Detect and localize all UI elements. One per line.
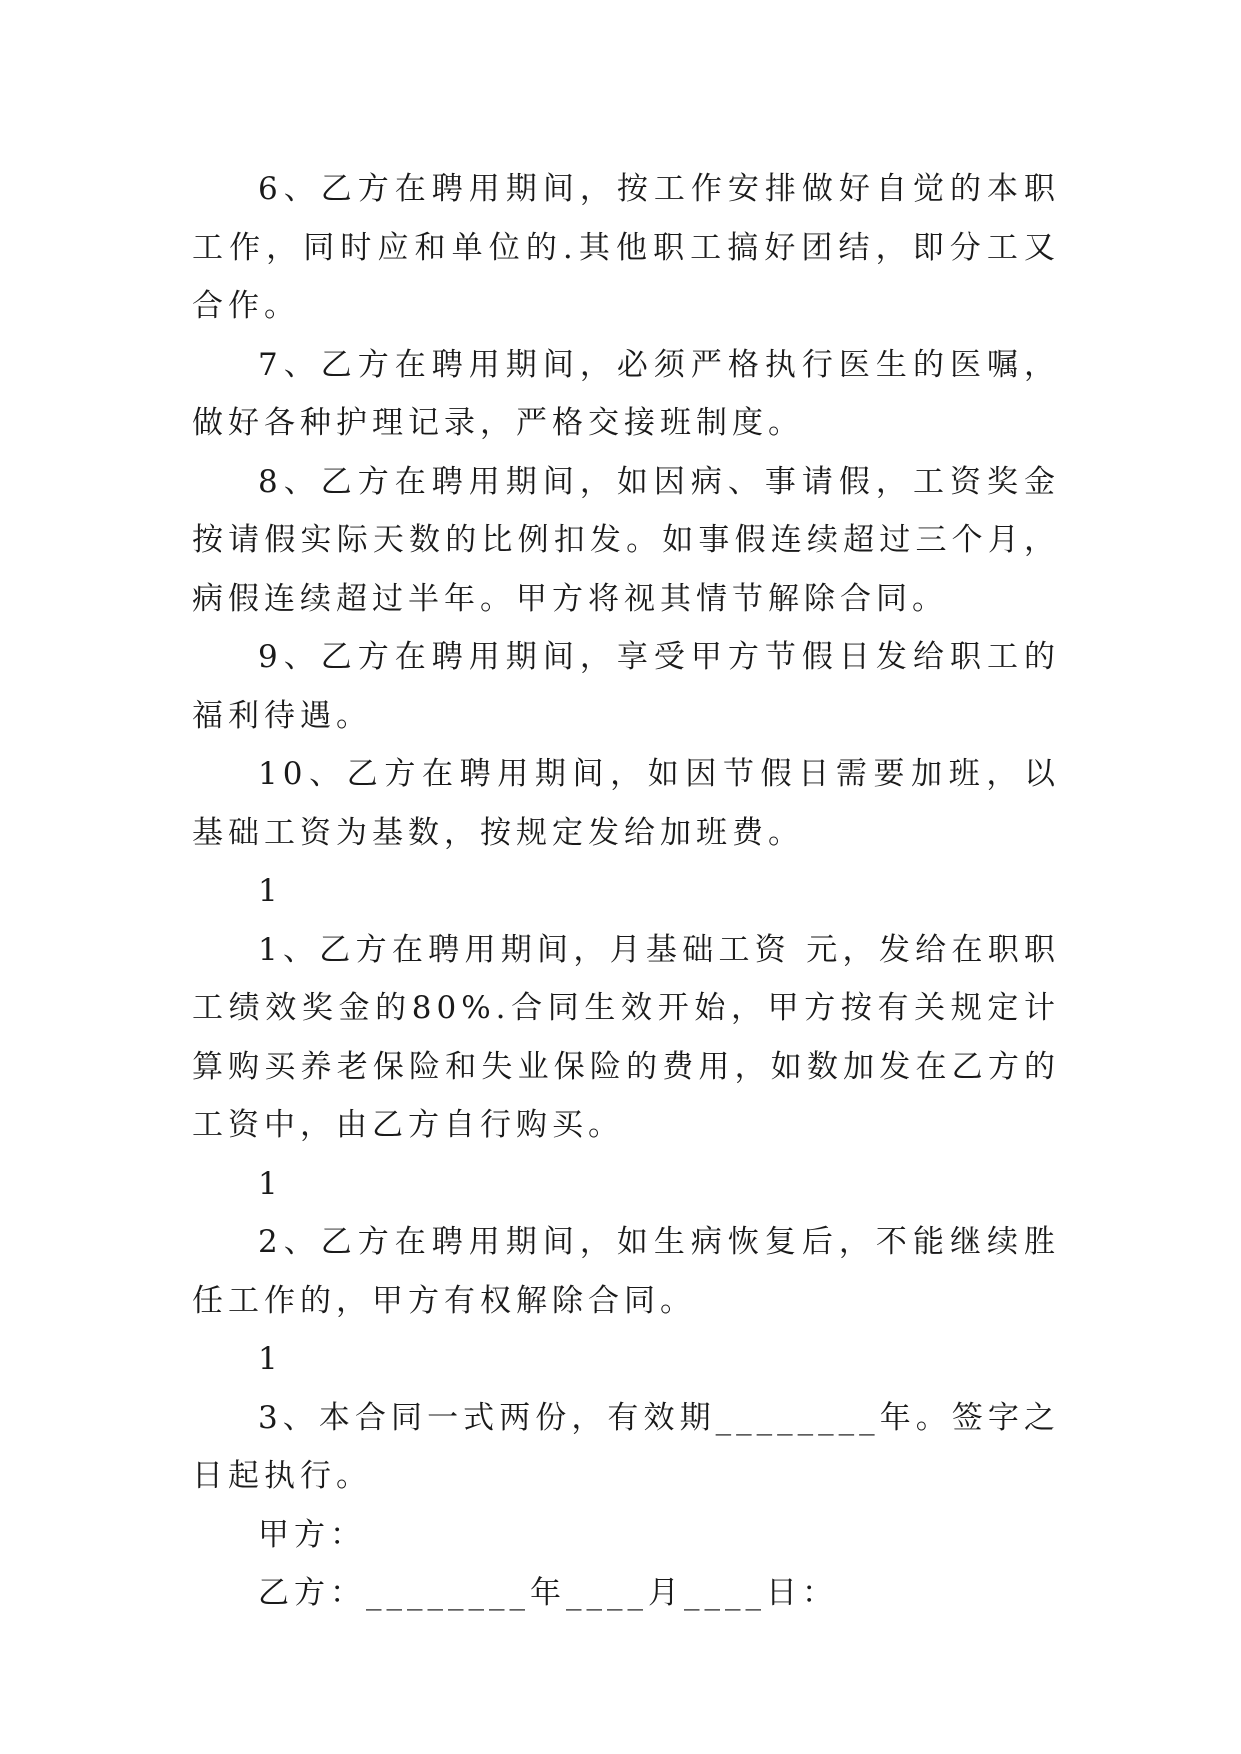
clause-10: 10、乙方在聘用期间，如因节假日需要加班，以基础工资为基数，按规定发给加班费。 bbox=[192, 756, 1060, 851]
clause-6: 6、乙方在聘用期间，按工作安排做好自觉的本职工作，同时应和单位的.其他职工搞好团结，即分工又合作。 bbox=[192, 171, 1060, 324]
section-number: 1 bbox=[258, 1341, 283, 1377]
clause-9: 9、乙方在聘用期间，享受甲方节假日发给职工的福利待遇。 bbox=[192, 639, 1060, 734]
clause-7: 7、乙方在聘用期间，必须严格执行医生的医嘱，做好各种护理记录，严格交接班制度。 bbox=[192, 346, 1060, 441]
clause-13: 3、本合同一式两份，有效期________年。签字之日起执行。 bbox=[192, 1399, 1060, 1494]
clause-12: 2、乙方在聘用期间，如生病恢复后，不能继续胜任工作的，甲方有权解除合同。 bbox=[192, 1224, 1060, 1319]
document-body bbox=[192, 160, 1060, 1623]
clause-8: 8、乙方在聘用期间，如因病、事请假，工资奖金按请假实际天数的比例扣发。如事假连续超过三个月，病假连续超过半年。甲方将视其情节解除合同。 bbox=[192, 463, 1060, 617]
party-b-signature-line: 乙方：________年____月____日： bbox=[258, 1575, 838, 1611]
party-a-signature-line: 甲方： bbox=[258, 1516, 366, 1553]
section-number: 1 bbox=[258, 1165, 283, 1202]
clause-11: 1、乙方在聘用期间，月基础工资 元，发给在职职工绩效奖金的80%.合同生效开始，甲方按有关规定计算购买养老保险和失业保险的费用，如数加发在乙方的工资中，由乙方自行购买。 bbox=[192, 931, 1060, 1143]
section-number: 1 bbox=[258, 873, 283, 909]
